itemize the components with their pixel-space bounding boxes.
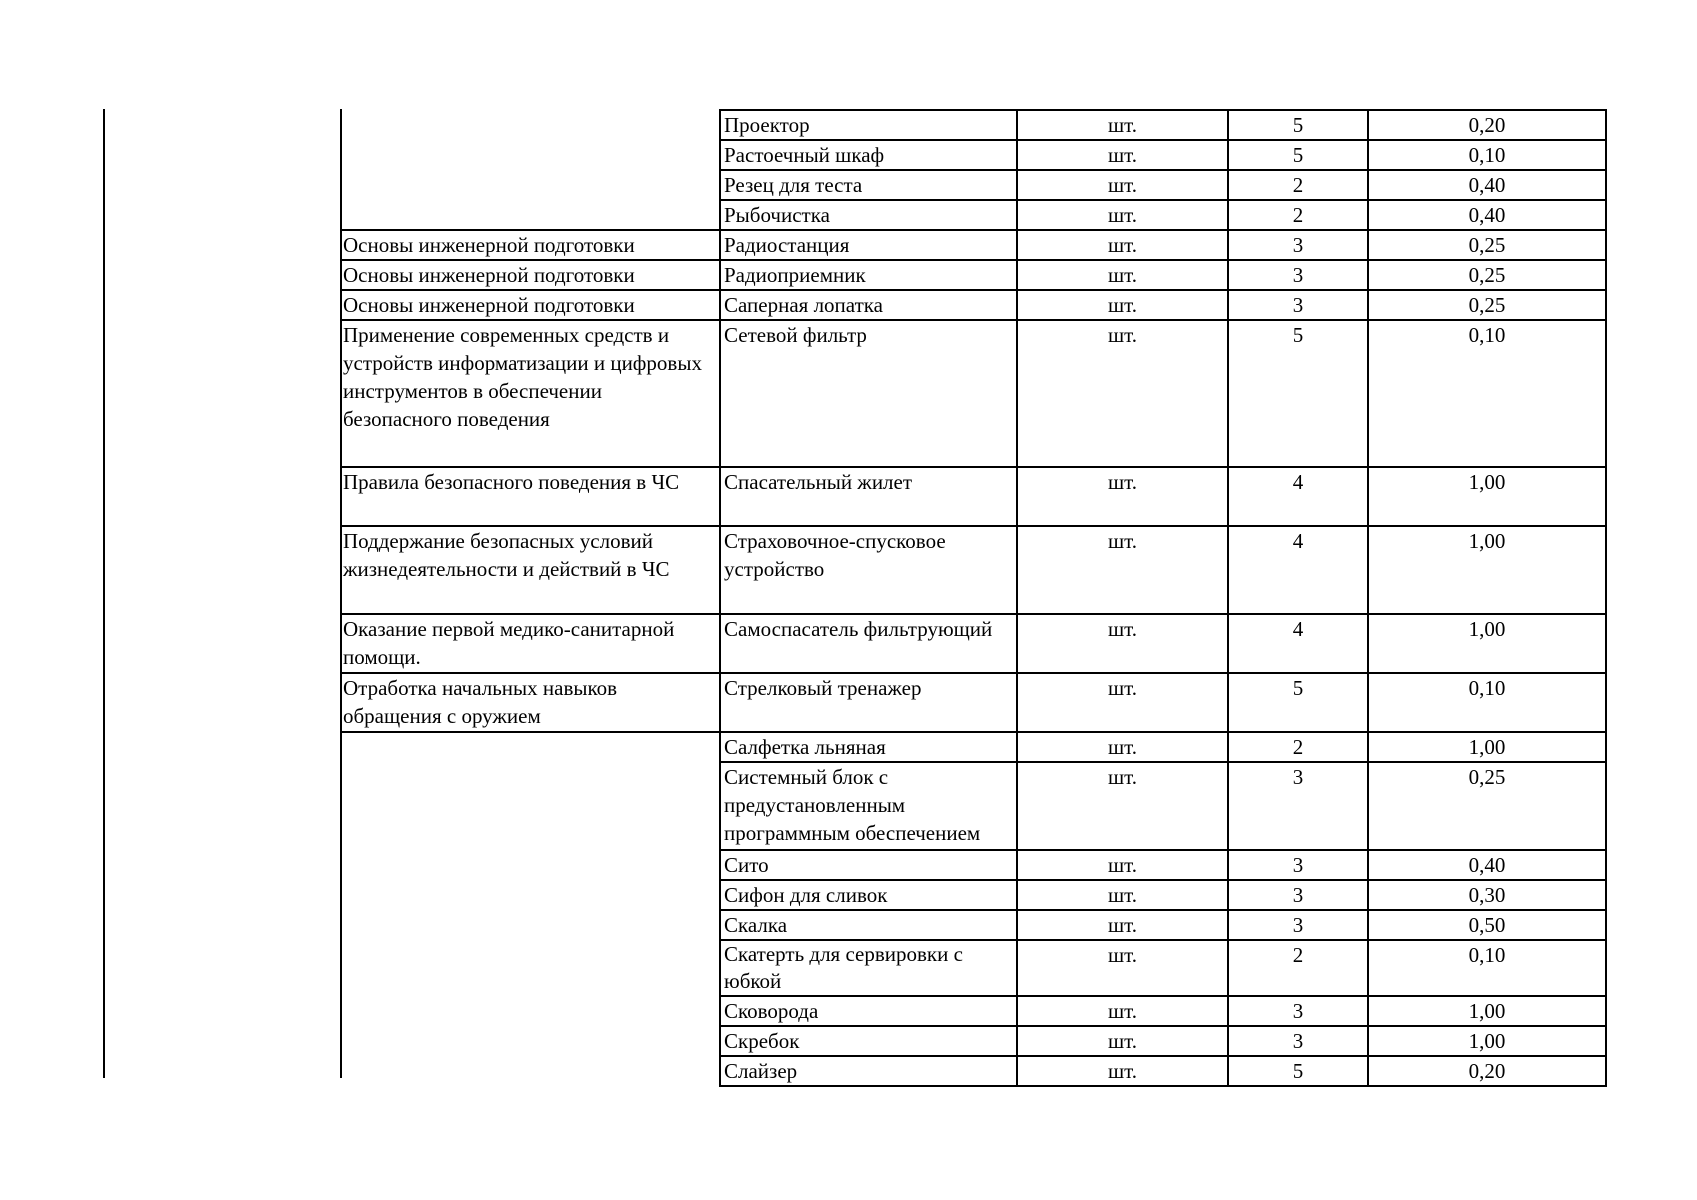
item-name-cell: Слайзер — [720, 1056, 1017, 1086]
table-row — [340, 762, 1606, 850]
table-row — [340, 320, 1606, 467]
norm-cell: 0,10 — [1368, 140, 1606, 170]
item-name-cell: Радиостанция — [720, 230, 1017, 260]
quantity-cell: 4 — [1228, 467, 1368, 526]
unit-cell: шт. — [1017, 762, 1228, 850]
subject-cell: Применение современных средств и устройств информатизации и цифровых инструментов в обеспечении безопасного поведения — [340, 320, 720, 467]
quantity-cell: 3 — [1228, 850, 1368, 880]
norm-cell: 0,20 — [1368, 110, 1606, 140]
norm-cell: 0,10 — [1368, 320, 1606, 467]
table-row — [340, 614, 1606, 673]
subject-cell: Оказание первой медико-санитарной помощи. — [340, 614, 720, 673]
item-name-cell: Самоспасатель фильтрующий — [720, 614, 1017, 673]
subject-cell — [340, 170, 720, 200]
unit-cell: шт. — [1017, 200, 1228, 230]
item-name-cell: Рыбочистка — [720, 200, 1017, 230]
norm-cell: 0,25 — [1368, 290, 1606, 320]
quantity-cell: 2 — [1228, 170, 1368, 200]
subject-cell — [340, 940, 720, 996]
table-row — [340, 1056, 1606, 1086]
subject-cell — [340, 1026, 720, 1056]
norm-cell: 1,00 — [1368, 614, 1606, 673]
subject-cell — [340, 850, 720, 880]
table-row — [340, 260, 1606, 290]
subject-cell: Основы инженерной подготовки — [340, 260, 720, 290]
table-row — [340, 467, 1606, 526]
quantity-cell: 3 — [1228, 880, 1368, 910]
unit-cell: шт. — [1017, 170, 1228, 200]
item-name-cell: Сифон для сливок — [720, 880, 1017, 910]
norm-cell: 0,40 — [1368, 850, 1606, 880]
quantity-cell: 3 — [1228, 910, 1368, 940]
norm-cell: 1,00 — [1368, 732, 1606, 762]
norm-cell: 0,25 — [1368, 230, 1606, 260]
norm-cell: 1,00 — [1368, 1026, 1606, 1056]
norm-cell: 0,10 — [1368, 940, 1606, 996]
unit-cell: шт. — [1017, 290, 1228, 320]
quantity-cell: 5 — [1228, 140, 1368, 170]
table-row — [340, 140, 1606, 170]
subject-cell — [340, 762, 720, 850]
subject-cell — [340, 910, 720, 940]
unit-cell: шт. — [1017, 1056, 1228, 1086]
norm-cell: 0,25 — [1368, 762, 1606, 850]
item-name-cell: Скалка — [720, 910, 1017, 940]
item-name-cell: Скатерть для сервировки с юбкой — [720, 940, 1017, 996]
unit-cell: шт. — [1017, 673, 1228, 732]
unit-cell: шт. — [1017, 996, 1228, 1026]
unit-cell: шт. — [1017, 230, 1228, 260]
item-name-cell: Сковорода — [720, 996, 1017, 1026]
table-row — [340, 290, 1606, 320]
table-row — [340, 880, 1606, 910]
unit-cell: шт. — [1017, 940, 1228, 996]
subject-cell — [340, 732, 720, 762]
item-name-cell: Стрелковый тренажер — [720, 673, 1017, 732]
item-name-cell: Сито — [720, 850, 1017, 880]
norm-cell: 0,25 — [1368, 260, 1606, 290]
unit-cell: шт. — [1017, 320, 1228, 467]
unit-cell: шт. — [1017, 467, 1228, 526]
table-row — [340, 996, 1606, 1026]
norm-cell: 0,20 — [1368, 1056, 1606, 1086]
unit-cell: шт. — [1017, 110, 1228, 140]
item-name-cell: Скребок — [720, 1026, 1017, 1056]
item-name-cell: Спасательный жилет — [720, 467, 1017, 526]
quantity-cell: 3 — [1228, 230, 1368, 260]
unit-cell: шт. — [1017, 1026, 1228, 1056]
quantity-cell: 3 — [1228, 996, 1368, 1026]
quantity-cell: 3 — [1228, 290, 1368, 320]
quantity-cell: 3 — [1228, 762, 1368, 850]
table-row — [340, 850, 1606, 880]
table-row — [340, 910, 1606, 940]
norm-cell: 0,50 — [1368, 910, 1606, 940]
table-row — [340, 1026, 1606, 1056]
table-row — [340, 230, 1606, 260]
item-name-cell: Радиоприемник — [720, 260, 1017, 290]
unit-cell: шт. — [1017, 850, 1228, 880]
table-row — [340, 673, 1606, 732]
table-row — [340, 170, 1606, 200]
norm-cell: 0,30 — [1368, 880, 1606, 910]
subject-cell: Правила безопасного поведения в ЧС — [340, 467, 720, 526]
subject-cell: Основы инженерной подготовки — [340, 290, 720, 320]
item-name-cell: Саперная лопатка — [720, 290, 1017, 320]
equipment-table — [340, 109, 1607, 1087]
norm-cell: 1,00 — [1368, 996, 1606, 1026]
table-row — [340, 526, 1606, 614]
quantity-cell: 3 — [1228, 1026, 1368, 1056]
item-name-cell: Салфетка льняная — [720, 732, 1017, 762]
table-row — [340, 732, 1606, 762]
item-name-cell: Растоечный шкаф — [720, 140, 1017, 170]
table-row — [340, 940, 1606, 996]
left-border-line — [103, 109, 105, 1078]
item-name-cell: Резец для теста — [720, 170, 1017, 200]
item-name-cell: Системный блок с предустановленным программным обеспечением — [720, 762, 1017, 850]
norm-cell: 0,40 — [1368, 200, 1606, 230]
subject-cell: Основы инженерной подготовки — [340, 230, 720, 260]
norm-cell: 1,00 — [1368, 467, 1606, 526]
norm-cell: 0,40 — [1368, 170, 1606, 200]
quantity-cell: 5 — [1228, 320, 1368, 467]
norm-cell: 1,00 — [1368, 526, 1606, 614]
quantity-cell: 2 — [1228, 940, 1368, 996]
quantity-cell: 2 — [1228, 732, 1368, 762]
subject-cell — [340, 996, 720, 1026]
unit-cell: шт. — [1017, 732, 1228, 762]
quantity-cell: 4 — [1228, 526, 1368, 614]
subject-cell — [340, 1056, 720, 1086]
item-name-cell: Сетевой фильтр — [720, 320, 1017, 467]
unit-cell: шт. — [1017, 526, 1228, 614]
subject-cell: Поддержание безопасных условий жизнедеятельности и действий в ЧС — [340, 526, 720, 614]
quantity-cell: 5 — [1228, 1056, 1368, 1086]
unit-cell: шт. — [1017, 260, 1228, 290]
quantity-cell: 5 — [1228, 673, 1368, 732]
item-name-cell: Страховочное-спусковое устройство — [720, 526, 1017, 614]
quantity-cell: 2 — [1228, 200, 1368, 230]
unit-cell: шт. — [1017, 140, 1228, 170]
subject-cell: Отработка начальных навыков обращения с оружием — [340, 673, 720, 732]
subject-cell — [340, 200, 720, 230]
table-row — [340, 110, 1606, 140]
unit-cell: шт. — [1017, 614, 1228, 673]
subject-cell — [340, 110, 720, 140]
quantity-cell: 3 — [1228, 260, 1368, 290]
item-name-cell: Проектор — [720, 110, 1017, 140]
norm-cell: 0,10 — [1368, 673, 1606, 732]
subject-cell — [340, 880, 720, 910]
quantity-cell: 4 — [1228, 614, 1368, 673]
quantity-cell: 5 — [1228, 110, 1368, 140]
unit-cell: шт. — [1017, 880, 1228, 910]
subject-cell — [340, 140, 720, 170]
table-row — [340, 200, 1606, 230]
unit-cell: шт. — [1017, 910, 1228, 940]
